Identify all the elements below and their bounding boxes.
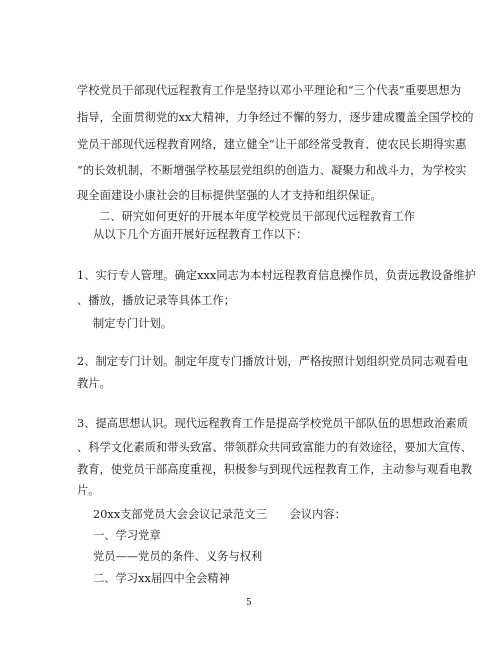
list-item: 2、制定专门计划。制定年度专门播放计划，严格按照计划组织党员同志观看电 (77, 355, 468, 368)
paragraph-line: 现全面建设小康社会的目标提供坚强的人才支持和组织保证。 (77, 189, 382, 202)
paragraph-line: 党员干部现代远程教育网络，建立健全“让干部经常受教育、使农民长期得实惠 (77, 138, 467, 151)
paragraph-line: 、播放，播放记录等具体工作； (77, 294, 236, 307)
list-item: 3、提高思想认识。现代远程教育工作是提高学校党员干部队伍的思想政治素质 (77, 417, 468, 430)
paragraph-line: 从以下几个方面开展好远程教育工作以下： (93, 228, 308, 241)
paragraph-line: 教片。 (77, 377, 111, 390)
section-heading: 二、学习xx届四中全会精神 (93, 572, 230, 585)
paragraph-line: ”的长效机制，不断增强学校基层党组织的创造力、凝聚力和战斗力，为学校实 (77, 164, 467, 177)
section-heading: 一、学习党章 (93, 529, 161, 542)
list-item: 1、实行专人管理。确定xxx同志为本村远程教育信息操作员，负责远教设备维护 (77, 269, 476, 282)
paragraph-line: 片。 (77, 484, 100, 497)
paragraph-line: 制定专门计划。 (93, 317, 173, 330)
paragraph-line: 党员——党员的条件、义务与权利 (93, 550, 263, 563)
section-heading: 20xx支部党员大会会议记录范文三 会议内容： (93, 508, 347, 521)
paragraph-line: 、科学文化素质和带头致富、带领群众共同致富能力的有效途径，要加大宣传、 (77, 441, 473, 454)
paragraph-line: 指导，全面贯彻党的xx大精神，力争经过不懈的努力，逐步建成覆盖全国学校的 (77, 111, 474, 124)
section-heading: 二、研究如何更好的开展本年度学校党员干部现代远程教育工作 (99, 210, 416, 223)
page-number: 5 (246, 598, 252, 608)
paragraph-line: 学校党员干部现代远程教育工作是坚持以邓小平理论和“三个代表”重要思想为 (77, 84, 462, 97)
paragraph-line: 教育，使党员干部高度重视，积极参与到现代远程教育工作，主动参与观看电教 (77, 463, 473, 476)
